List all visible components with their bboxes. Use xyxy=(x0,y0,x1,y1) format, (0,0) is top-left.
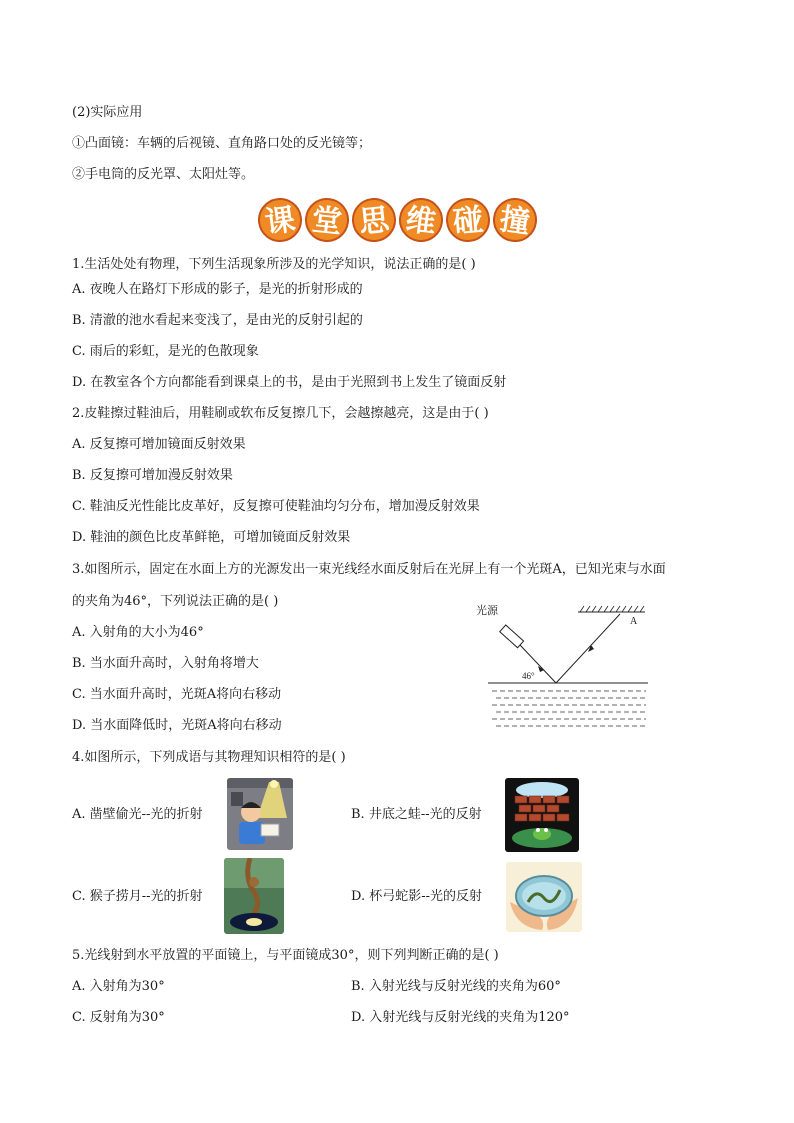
banner-char-3: 思 xyxy=(357,202,391,241)
section-heading: (2)实际应用 xyxy=(72,105,143,120)
q3-stem-line2: 的夹角为46°，下列说法正确的是( ) xyxy=(72,594,279,609)
reflection-diagram xyxy=(470,598,650,732)
light-source-icon xyxy=(500,625,524,648)
q2-option-c: C. 鞋油反光性能比皮革好，反复擦可使鞋油均匀分布，增加漫反射效果 xyxy=(72,499,480,514)
q3-option-a: A. 入射角的大小为46° xyxy=(72,625,204,640)
q2-option-b: B. 反复擦可增加漫反射效果 xyxy=(72,468,233,483)
q3-stem-line1: 3.如图所示，固定在水面上方的光源发出一束光线经水面反射后在光屏上有一个光斑A，已知光束与水面 xyxy=(72,562,666,577)
q4-option-b: B. 井底之蛙--光的反射 xyxy=(351,807,482,822)
bow-snake-in-cup-illustration xyxy=(506,862,582,932)
application-item-2: ②手电筒的反光罩、太阳灶等。 xyxy=(72,167,255,182)
spot-label: A xyxy=(630,616,638,627)
monkey-fishing-moon-illustration xyxy=(224,858,284,934)
banner-char-5: 碰 xyxy=(451,202,485,241)
angle-label: 46° xyxy=(522,671,535,681)
q2-stem: 2.皮鞋擦过鞋油后，用鞋刷或软布反复擦几下，会越擦越亮，这是由于( ) xyxy=(72,406,489,421)
light-source-label: 光源 xyxy=(476,604,498,617)
q1-option-a: A. 夜晚人在路灯下形成的影子，是光的折射形成的 xyxy=(72,282,363,297)
q4-stem: 4.如图所示，下列成语与其物理知识相符的是( ) xyxy=(72,750,346,765)
q2-option-a: A. 反复擦可增加镜面反射效果 xyxy=(72,437,246,452)
q2-option-d: D. 鞋油的颜色比皮革鲜艳，可增加镜面反射效果 xyxy=(72,530,351,545)
banner-char-4: 维 xyxy=(403,202,438,241)
application-item-1: ①凸面镜：车辆的后视镜、直角路口处的反光镜等； xyxy=(72,136,372,151)
q5-option-b: B. 入射光线与反射光线的夹角为60° xyxy=(351,979,561,994)
banner-char-2: 堂 xyxy=(310,202,344,241)
q4-option-d: D. 杯弓蛇影--光的反射 xyxy=(351,889,483,904)
banner-char-6: 撞 xyxy=(497,202,533,241)
q3-option-b: B. 当水面升高时，入射角将增大 xyxy=(72,656,259,671)
q5-option-d: D. 入射光线与反射光线的夹角为120° xyxy=(351,1010,570,1025)
classroom-banner xyxy=(258,198,538,242)
q3-option-c: C. 当水面升高时，光斑A将向右移动 xyxy=(72,687,282,702)
q1-option-b: B. 清澈的池水看起来变浅了，是由光的反射引起的 xyxy=(72,313,363,328)
q1-option-d: D. 在教室各个方向都能看到课桌上的书，是由于光照到书上发生了镜面反射 xyxy=(72,375,507,390)
q4-option-c: C. 猴子捞月--光的折射 xyxy=(72,889,203,904)
q5-option-c: C. 反射角为30° xyxy=(72,1010,165,1025)
chisel-wall-steal-light-illustration xyxy=(227,778,293,850)
q3-option-d: D. 当水面降低时，光斑A将向右移动 xyxy=(72,718,282,733)
q1-option-c: C. 雨后的彩虹，是光的色散现象 xyxy=(72,344,259,359)
frog-in-well-illustration xyxy=(505,778,579,852)
q5-option-a: A. 入射角为30° xyxy=(72,979,165,994)
q4-option-a: A. 凿壁偷光--光的折射 xyxy=(72,807,203,822)
q1-stem: 1.生活处处有物理，下列生活现象所涉及的光学知识，说法正确的是( ) xyxy=(72,257,476,272)
q5-stem: 5.光线射到水平放置的平面镜上，与平面镜成30°，则下列判断正确的是( ) xyxy=(72,948,499,963)
banner-char-1: 课 xyxy=(262,202,298,241)
